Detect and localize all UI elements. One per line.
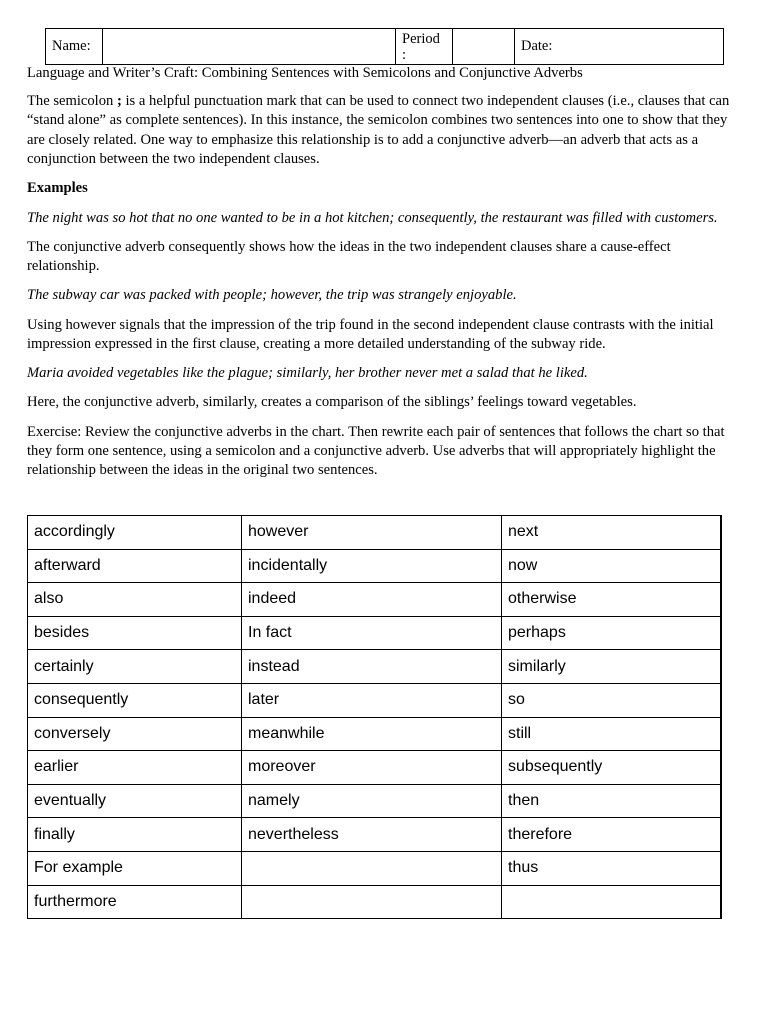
example-sentence-3: Maria avoided vegetables like the plague; similarly, her brother never met a salad that he liked. [27,365,588,382]
adverb-cell: For example [28,851,242,885]
adverb-cell: indeed [242,583,502,617]
table-row [28,616,722,650]
header-row [46,29,724,65]
name-label: Name: [46,29,103,65]
table-row [28,751,722,785]
adverb-cell: instead [242,650,502,684]
adverb-cell: moreover [242,751,502,785]
adverb-cell: next [502,516,722,550]
table-row [28,784,722,818]
example-sentence-1: The night was so hot that no one wanted to be in a hot kitchen; consequently, the restaurant was filled with customers. [27,209,718,226]
adverb-cell: besides [28,616,242,650]
conjunctive-adverbs-table [27,515,722,919]
example-explanation-2: Using however signals that the impression of the trip found in the second independent clause contrasts with the initial impression expressed in the first clause, creating a more detailed understanding of the subway ride. [27,316,714,353]
adverb-cell: meanwhile [242,717,502,751]
adverb-cell: subsequently [502,751,722,785]
adverb-cell: afterward [28,549,242,583]
table-row [28,717,722,751]
adverb-cell: still [502,717,722,751]
intro-paragraph [27,92,739,170]
example-sentence-2: The subway car was packed with people; however, the trip was strangely enjoyable. [27,287,517,304]
adverb-cell: therefore [502,818,722,852]
adverb-cell: furthermore [28,885,242,919]
adverb-cell: incidentally [242,549,502,583]
adverb-cell [242,851,502,885]
conjunctive-adverbs-table-body [28,516,722,919]
adverb-cell: perhaps [502,616,722,650]
examples-heading: Examples [27,180,88,197]
adverb-cell [242,885,502,919]
table-row [28,516,722,550]
adverb-cell: accordingly [28,516,242,550]
adverb-cell: then [502,784,722,818]
table-row [28,650,722,684]
header-fields-table [45,28,724,65]
example-explanation-1: The conjunctive adverb consequently shows how the ideas in the two independent clauses share a cause-effect relationship. [27,238,671,275]
adverb-cell: also [28,583,242,617]
adverb-cell: earlier [28,751,242,785]
exercise-instructions: Exercise: Review the conjunctive adverbs in the chart. Then rewrite each pair of sentences that follows the chart so that they form one sentence, using a semicolon and a conjunctive adverb. Use adverbs that will appropriately highlight the relationship between the ideas in the original two sentences. [27,423,725,479]
adverb-cell: conversely [28,717,242,751]
adverb-cell: similarly [502,650,722,684]
table-row [28,885,722,919]
adverb-cell: so [502,683,722,717]
example-explanation-3: Here, the conjunctive adverb, similarly, creates a comparison of the siblings’ feelings toward vegetables. [27,394,637,411]
adverb-cell: thus [502,851,722,885]
table-row [28,583,722,617]
adverb-cell: now [502,549,722,583]
table-row [28,549,722,583]
period-label [396,29,453,65]
table-row [28,818,722,852]
date-label[interactable]: Date: [515,29,724,65]
name-field[interactable] [103,29,396,65]
semicolon-symbol: ; [116,93,122,109]
adverb-cell: otherwise [502,583,722,617]
adverb-cell: however [242,516,502,550]
period-label-colon: : [402,46,407,63]
adverb-cell: eventually [28,784,242,818]
adverb-cell: nevertheless [242,818,502,852]
adverb-cell: namely [242,784,502,818]
adverb-cell: In fact [242,616,502,650]
worksheet-content [27,64,739,491]
adverb-cell: certainly [28,650,242,684]
intro-text-after: is a helpful punctuation mark that can be used to connect two independent clauses (i.e., clauses that can “stand alone” as complete sentences). In this instance, the semicolon combines two sentences into one to show that they are closely related. One way to emphasize this relationship is to add a conjunctive adverb—an adverb that acts as a conjunction between the two independent clauses. [27,93,730,168]
period-field[interactable] [453,29,515,65]
worksheet-subtitle: Language and Writer’s Craft: Combining Sentences with Semicolons and Conjunctive Adverbs [27,65,583,81]
table-row [28,683,722,717]
intro-text-before: The semicolon [27,93,117,109]
adverb-cell [502,885,722,919]
period-label-text: Period [402,30,440,47]
adverb-cell: finally [28,818,242,852]
adverb-cell: later [242,683,502,717]
table-row [28,851,722,885]
adverb-cell: consequently [28,683,242,717]
